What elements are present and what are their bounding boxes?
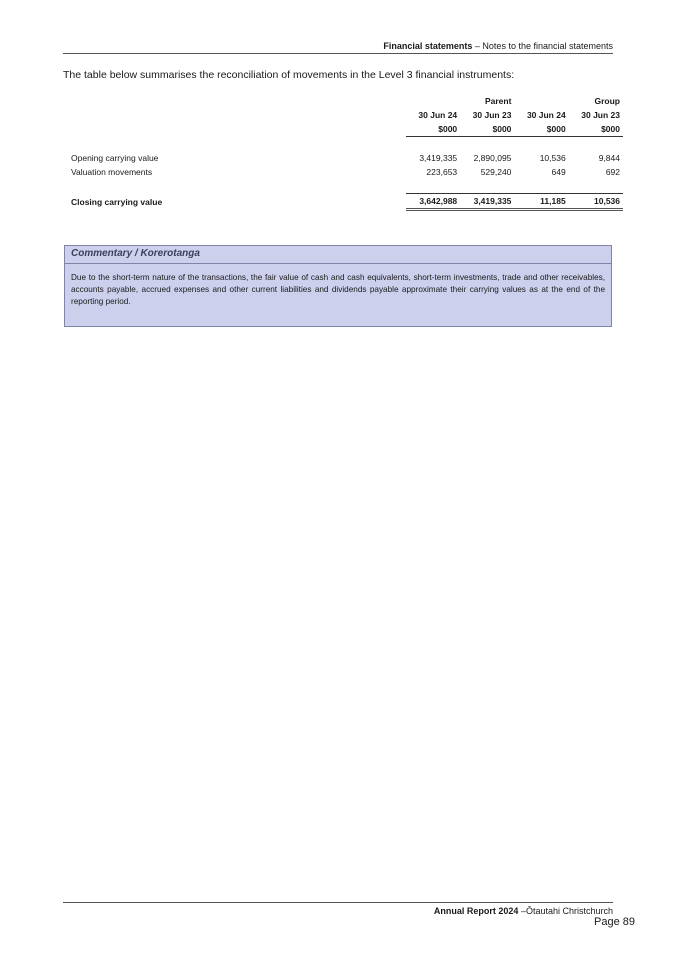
- column-header: 30 Jun 24: [418, 110, 458, 120]
- table-column-header-row: [63, 108, 623, 122]
- unit-label: $000: [569, 122, 623, 137]
- column-header: 30 Jun 23: [581, 110, 620, 120]
- row-label: Opening carrying value: [71, 153, 159, 163]
- total-value: 3,419,335: [460, 194, 514, 210]
- total-label: Closing carrying value: [71, 196, 163, 207]
- cell-value: 649: [551, 167, 566, 177]
- total-value: 3,642,988: [406, 194, 460, 210]
- commentary-box: [64, 245, 612, 327]
- header-section: Financial statements: [383, 41, 473, 51]
- unit-label: $000: [514, 122, 568, 137]
- header-divider: [63, 53, 613, 54]
- table-row: [63, 165, 623, 179]
- unit-label: $000: [460, 122, 514, 137]
- column-header: 30 Jun 23: [472, 110, 512, 120]
- cell-value: 223,653: [426, 167, 458, 177]
- cell-value: 10,536: [539, 153, 566, 163]
- row-label: Valuation movements: [71, 167, 153, 177]
- header-subsection: – Notes to the financial statements: [472, 41, 613, 51]
- table-total-row: [63, 194, 623, 210]
- cell-value: 692: [605, 167, 620, 177]
- group-header-parent: Parent: [484, 96, 512, 106]
- group-header-group: Group: [594, 96, 620, 106]
- cell-value: 529,240: [480, 167, 512, 177]
- footer-report: Annual Report 2024: [433, 906, 519, 916]
- cell-value: 9,844: [598, 153, 620, 163]
- level3-reconciliation-table: [63, 94, 623, 211]
- table-group-header-row: [63, 94, 623, 108]
- page-header: [63, 40, 613, 52]
- total-value: 11,185: [514, 194, 568, 210]
- page-footer: [63, 905, 613, 917]
- footer-divider: [63, 902, 613, 903]
- table-row: [63, 151, 623, 165]
- unit-label: $000: [406, 122, 460, 137]
- commentary-title: Commentary / Korerotanga: [65, 246, 611, 264]
- table-units-row: [63, 122, 623, 137]
- footer-place: –Ōtautahi Christchurch: [518, 906, 613, 916]
- intro-text: The table below summarises the reconciliation of movements in the Level 3 financial instruments:: [63, 69, 515, 81]
- cell-value: 2,890,095: [473, 153, 512, 163]
- cell-value: 3,419,335: [419, 153, 458, 163]
- page-number: Page 89: [594, 916, 635, 928]
- commentary-body: Due to the short-term nature of the transactions, the fair value of cash and cash equivalents, short-term investments, trade and other receivables, accounts payable, accrued expenses and other current liabilities and dividends payable approximate their carrying values as at the end of the reporting period.: [71, 273, 605, 306]
- total-value: 10,536: [569, 194, 623, 210]
- column-header: 30 Jun 24: [526, 110, 566, 120]
